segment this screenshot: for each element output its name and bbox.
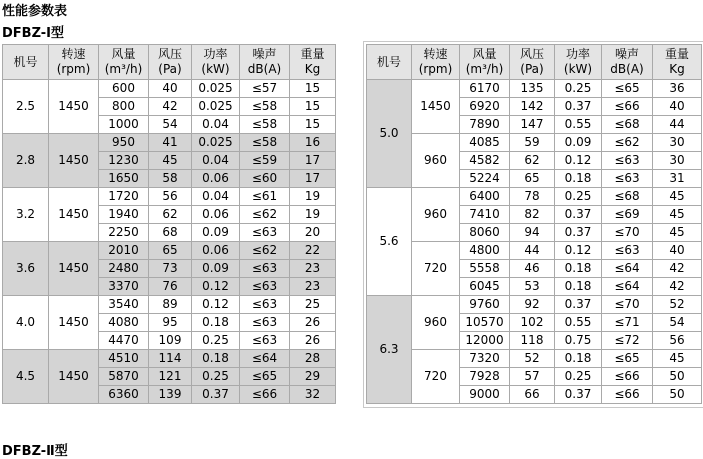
header-label: 重量	[300, 47, 325, 61]
cell-weight: 36	[653, 80, 702, 98]
cell-pressure: 45	[149, 152, 192, 170]
cell-model: 2.8	[3, 134, 49, 188]
cell-noise: ≤70	[602, 296, 653, 314]
cell-weight: 42	[653, 278, 702, 296]
cell-airflow: 950	[99, 134, 149, 152]
cell-pressure: 147	[510, 116, 555, 134]
cell-power: 0.25	[192, 332, 240, 350]
header-label: 转速	[423, 47, 448, 61]
cell-weight: 19	[290, 188, 336, 206]
cell-airflow: 7890	[460, 116, 510, 134]
header-unit: (m³/h)	[104, 62, 143, 76]
cell-speed: 960	[412, 134, 460, 188]
cell-power: 0.37	[555, 224, 602, 242]
cell-noise: ≤64	[602, 278, 653, 296]
header-label: 噪声	[252, 47, 277, 61]
cell-noise: ≤63	[240, 332, 290, 350]
cell-pressure: 52	[510, 350, 555, 368]
cell-pressure: 46	[510, 260, 555, 278]
cell-power: 0.18	[555, 350, 602, 368]
cell-power: 0.06	[192, 170, 240, 188]
cell-noise: ≤65	[602, 80, 653, 98]
header-airflow	[99, 45, 149, 80]
cell-power: 0.12	[555, 152, 602, 170]
cell-weight: 15	[290, 80, 336, 98]
cell-noise: ≤63	[602, 152, 653, 170]
cell-weight: 23	[290, 260, 336, 278]
cell-airflow: 4510	[99, 350, 149, 368]
cell-speed: 960	[412, 188, 460, 242]
cell-noise: ≤59	[240, 152, 290, 170]
header-label: 风量	[111, 47, 136, 61]
cell-model: 6.3	[367, 296, 412, 404]
cell-airflow: 1650	[99, 170, 149, 188]
table-row	[3, 188, 336, 206]
table-row	[367, 242, 702, 260]
cell-pressure: 95	[149, 314, 192, 332]
cell-power: 0.12	[192, 278, 240, 296]
cell-power: 0.18	[192, 350, 240, 368]
cell-pressure: 142	[510, 98, 555, 116]
cell-weight: 50	[653, 368, 702, 386]
cell-noise: ≤63	[240, 314, 290, 332]
table-row	[3, 134, 336, 152]
cell-noise: ≤72	[602, 332, 653, 350]
header-noise	[602, 45, 653, 80]
header-power	[192, 45, 240, 80]
cell-noise: ≤64	[602, 260, 653, 278]
table-row	[3, 296, 336, 314]
cell-noise: ≤66	[240, 386, 290, 404]
cell-weight: 15	[290, 98, 336, 116]
cell-airflow: 7320	[460, 350, 510, 368]
cell-weight: 16	[290, 134, 336, 152]
cell-weight: 45	[653, 188, 702, 206]
header-label: 风压	[157, 47, 182, 61]
cell-weight: 22	[290, 242, 336, 260]
cell-power: 0.12	[192, 296, 240, 314]
cell-pressure: 82	[510, 206, 555, 224]
table-row	[367, 134, 702, 152]
cell-noise: ≤58	[240, 98, 290, 116]
cell-pressure: 94	[510, 224, 555, 242]
cell-noise: ≤65	[240, 368, 290, 386]
cell-weight: 19	[290, 206, 336, 224]
cell-weight: 30	[653, 134, 702, 152]
cell-pressure: 40	[149, 80, 192, 98]
header-unit: Kg	[669, 62, 685, 76]
table-row	[3, 350, 336, 368]
cell-weight: 29	[290, 368, 336, 386]
cell-airflow: 10570	[460, 314, 510, 332]
cell-airflow: 12000	[460, 332, 510, 350]
cell-pressure: 62	[510, 152, 555, 170]
cell-weight: 40	[653, 242, 702, 260]
cell-airflow: 2250	[99, 224, 149, 242]
cell-pressure: 92	[510, 296, 555, 314]
cell-pressure: 89	[149, 296, 192, 314]
cell-weight: 32	[290, 386, 336, 404]
cell-pressure: 76	[149, 278, 192, 296]
cell-airflow: 2480	[99, 260, 149, 278]
cell-airflow: 1000	[99, 116, 149, 134]
cell-power: 0.37	[555, 386, 602, 404]
cell-airflow: 1720	[99, 188, 149, 206]
cell-model: 3.2	[3, 188, 49, 242]
cell-speed: 1450	[49, 350, 99, 404]
cell-noise: ≤70	[602, 224, 653, 242]
performance-table-left	[2, 44, 336, 404]
cell-weight: 25	[290, 296, 336, 314]
header-unit: (rpm)	[56, 62, 91, 76]
cell-weight: 31	[653, 170, 702, 188]
header-unit: dB(A)	[610, 62, 644, 76]
header-label: 功率	[203, 47, 228, 61]
header-noise	[240, 45, 290, 80]
cell-model: 4.0	[3, 296, 49, 350]
cell-airflow: 5558	[460, 260, 510, 278]
cell-noise: ≤62	[240, 206, 290, 224]
cell-airflow: 800	[99, 98, 149, 116]
cell-airflow: 4085	[460, 134, 510, 152]
cell-power: 0.025	[192, 98, 240, 116]
cell-airflow: 8060	[460, 224, 510, 242]
cell-weight: 28	[290, 350, 336, 368]
cell-model: 5.6	[367, 188, 412, 296]
cell-model: 5.0	[367, 80, 412, 188]
header-label: 重量	[664, 47, 689, 61]
cell-power: 0.25	[555, 80, 602, 98]
cell-airflow: 9000	[460, 386, 510, 404]
cell-power: 0.25	[555, 188, 602, 206]
cell-power: 0.025	[192, 134, 240, 152]
cell-pressure: 65	[149, 242, 192, 260]
header-label: 风量	[472, 47, 497, 61]
cell-model: 4.5	[3, 350, 49, 404]
header-pressure	[149, 45, 192, 80]
header-unit: (rpm)	[418, 62, 453, 76]
header-unit: (kW)	[563, 62, 593, 76]
cell-noise: ≤62	[240, 242, 290, 260]
cell-airflow: 3540	[99, 296, 149, 314]
cell-weight: 45	[653, 224, 702, 242]
cell-airflow: 6360	[99, 386, 149, 404]
cell-pressure: 44	[510, 242, 555, 260]
header-label: 转速	[61, 47, 86, 61]
table-row	[367, 80, 702, 98]
cell-noise: ≤63	[240, 224, 290, 242]
cell-weight: 42	[653, 260, 702, 278]
cell-noise: ≤63	[602, 242, 653, 260]
cell-power: 0.04	[192, 188, 240, 206]
cell-power: 0.18	[192, 314, 240, 332]
header-model	[3, 45, 49, 80]
header-pressure	[510, 45, 555, 80]
cell-weight: 17	[290, 170, 336, 188]
cell-weight: 26	[290, 332, 336, 350]
cell-airflow: 6045	[460, 278, 510, 296]
cell-weight: 30	[653, 152, 702, 170]
cell-weight: 54	[653, 314, 702, 332]
cell-weight: 52	[653, 296, 702, 314]
cell-airflow: 2010	[99, 242, 149, 260]
header-power	[555, 45, 602, 80]
cell-power: 0.37	[192, 386, 240, 404]
cell-pressure: 135	[510, 80, 555, 98]
header-speed	[412, 45, 460, 80]
cell-speed: 1450	[49, 188, 99, 242]
cell-weight: 45	[653, 350, 702, 368]
cell-weight: 44	[653, 116, 702, 134]
cell-power: 0.06	[192, 206, 240, 224]
cell-weight: 23	[290, 278, 336, 296]
cell-airflow: 1940	[99, 206, 149, 224]
cell-power: 0.09	[555, 134, 602, 152]
cell-pressure: 118	[510, 332, 555, 350]
cell-airflow: 6920	[460, 98, 510, 116]
cell-power: 0.12	[555, 242, 602, 260]
cell-power: 0.18	[555, 278, 602, 296]
cell-pressure: 59	[510, 134, 555, 152]
cell-noise: ≤66	[602, 386, 653, 404]
cell-airflow: 5870	[99, 368, 149, 386]
cell-power: 0.55	[555, 116, 602, 134]
cell-noise: ≤57	[240, 80, 290, 98]
cell-weight: 56	[653, 332, 702, 350]
cell-weight: 40	[653, 98, 702, 116]
cell-weight: 17	[290, 152, 336, 170]
cell-airflow: 9760	[460, 296, 510, 314]
cell-pressure: 121	[149, 368, 192, 386]
cell-airflow: 4800	[460, 242, 510, 260]
cell-power: 0.25	[192, 368, 240, 386]
header-unit: (kW)	[201, 62, 230, 76]
cell-speed: 1450	[49, 242, 99, 296]
cell-pressure: 42	[149, 98, 192, 116]
cell-noise: ≤63	[240, 260, 290, 278]
performance-table-right	[366, 44, 702, 404]
cell-model: 3.6	[3, 242, 49, 296]
cell-speed: 1450	[49, 80, 99, 134]
cell-weight: 50	[653, 386, 702, 404]
cell-airflow: 6170	[460, 80, 510, 98]
table-row	[367, 296, 702, 314]
table-row	[367, 188, 702, 206]
cell-power: 0.025	[192, 80, 240, 98]
cell-airflow: 3370	[99, 278, 149, 296]
cell-power: 0.04	[192, 152, 240, 170]
header-label: 机号	[376, 54, 401, 69]
cell-power: 0.09	[192, 260, 240, 278]
cell-pressure: 66	[510, 386, 555, 404]
cell-noise: ≤68	[602, 116, 653, 134]
cell-power: 0.55	[555, 314, 602, 332]
cell-airflow: 4080	[99, 314, 149, 332]
subtitle-dfbz-1: DFBZ-Ⅰ型	[2, 26, 65, 41]
cell-pressure: 73	[149, 260, 192, 278]
cell-pressure: 56	[149, 188, 192, 206]
cell-weight: 20	[290, 224, 336, 242]
header-unit: (Pa)	[158, 62, 182, 76]
cell-pressure: 54	[149, 116, 192, 134]
cell-noise: ≤66	[602, 98, 653, 116]
cell-power: 0.37	[555, 206, 602, 224]
header-weight	[290, 45, 336, 80]
cell-pressure: 78	[510, 188, 555, 206]
cell-power: 0.25	[555, 368, 602, 386]
cell-speed: 1450	[49, 296, 99, 350]
cell-speed: 960	[412, 296, 460, 350]
cell-noise: ≤71	[602, 314, 653, 332]
cell-power: 0.37	[555, 296, 602, 314]
cell-pressure: 53	[510, 278, 555, 296]
cell-pressure: 109	[149, 332, 192, 350]
cell-airflow: 5224	[460, 170, 510, 188]
cell-power: 0.18	[555, 260, 602, 278]
header-label: 噪声	[614, 47, 639, 61]
cell-noise: ≤66	[602, 368, 653, 386]
subtitle-dfbz-2: DFBZ-Ⅱ型	[2, 444, 68, 459]
cell-pressure: 62	[149, 206, 192, 224]
cell-noise: ≤68	[602, 188, 653, 206]
header-unit: (Pa)	[520, 62, 544, 76]
cell-speed: 1450	[49, 134, 99, 188]
cell-power: 0.04	[192, 116, 240, 134]
cell-speed: 720	[412, 242, 460, 296]
cell-pressure: 58	[149, 170, 192, 188]
cell-airflow: 4470	[99, 332, 149, 350]
table-row	[3, 242, 336, 260]
cell-power: 0.75	[555, 332, 602, 350]
cell-pressure: 139	[149, 386, 192, 404]
header-speed	[49, 45, 99, 80]
header-airflow	[460, 45, 510, 80]
header-unit: Kg	[304, 62, 321, 76]
header-label: 功率	[565, 47, 590, 61]
cell-pressure: 57	[510, 368, 555, 386]
cell-noise: ≤69	[602, 206, 653, 224]
cell-weight: 26	[290, 314, 336, 332]
cell-noise: ≤58	[240, 116, 290, 134]
cell-noise: ≤63	[240, 296, 290, 314]
header-model	[367, 45, 412, 80]
page-title: 性能参数表	[2, 4, 68, 19]
cell-model: 2.5	[3, 80, 49, 134]
table-row	[3, 80, 336, 98]
cell-power: 0.09	[192, 224, 240, 242]
cell-noise: ≤62	[602, 134, 653, 152]
table-row	[367, 350, 702, 368]
cell-noise: ≤60	[240, 170, 290, 188]
cell-speed: 1450	[412, 80, 460, 134]
header-label: 风压	[519, 47, 544, 61]
cell-pressure: 114	[149, 350, 192, 368]
cell-weight: 15	[290, 116, 336, 134]
cell-airflow: 1230	[99, 152, 149, 170]
cell-noise: ≤58	[240, 134, 290, 152]
cell-power: 0.18	[555, 170, 602, 188]
cell-airflow: 4582	[460, 152, 510, 170]
cell-noise: ≤63	[602, 170, 653, 188]
header-weight	[653, 45, 702, 80]
cell-speed: 720	[412, 350, 460, 404]
cell-airflow: 600	[99, 80, 149, 98]
cell-noise: ≤65	[602, 350, 653, 368]
header-label: 机号	[13, 54, 38, 69]
cell-power: 0.37	[555, 98, 602, 116]
cell-noise: ≤61	[240, 188, 290, 206]
cell-pressure: 68	[149, 224, 192, 242]
cell-airflow: 7410	[460, 206, 510, 224]
cell-pressure: 41	[149, 134, 192, 152]
cell-airflow: 6400	[460, 188, 510, 206]
cell-pressure: 65	[510, 170, 555, 188]
cell-weight: 45	[653, 206, 702, 224]
cell-pressure: 102	[510, 314, 555, 332]
cell-power: 0.06	[192, 242, 240, 260]
cell-noise: ≤63	[240, 278, 290, 296]
header-unit: (m³/h)	[465, 62, 504, 76]
cell-noise: ≤64	[240, 350, 290, 368]
cell-airflow: 7928	[460, 368, 510, 386]
header-unit: dB(A)	[247, 62, 282, 76]
